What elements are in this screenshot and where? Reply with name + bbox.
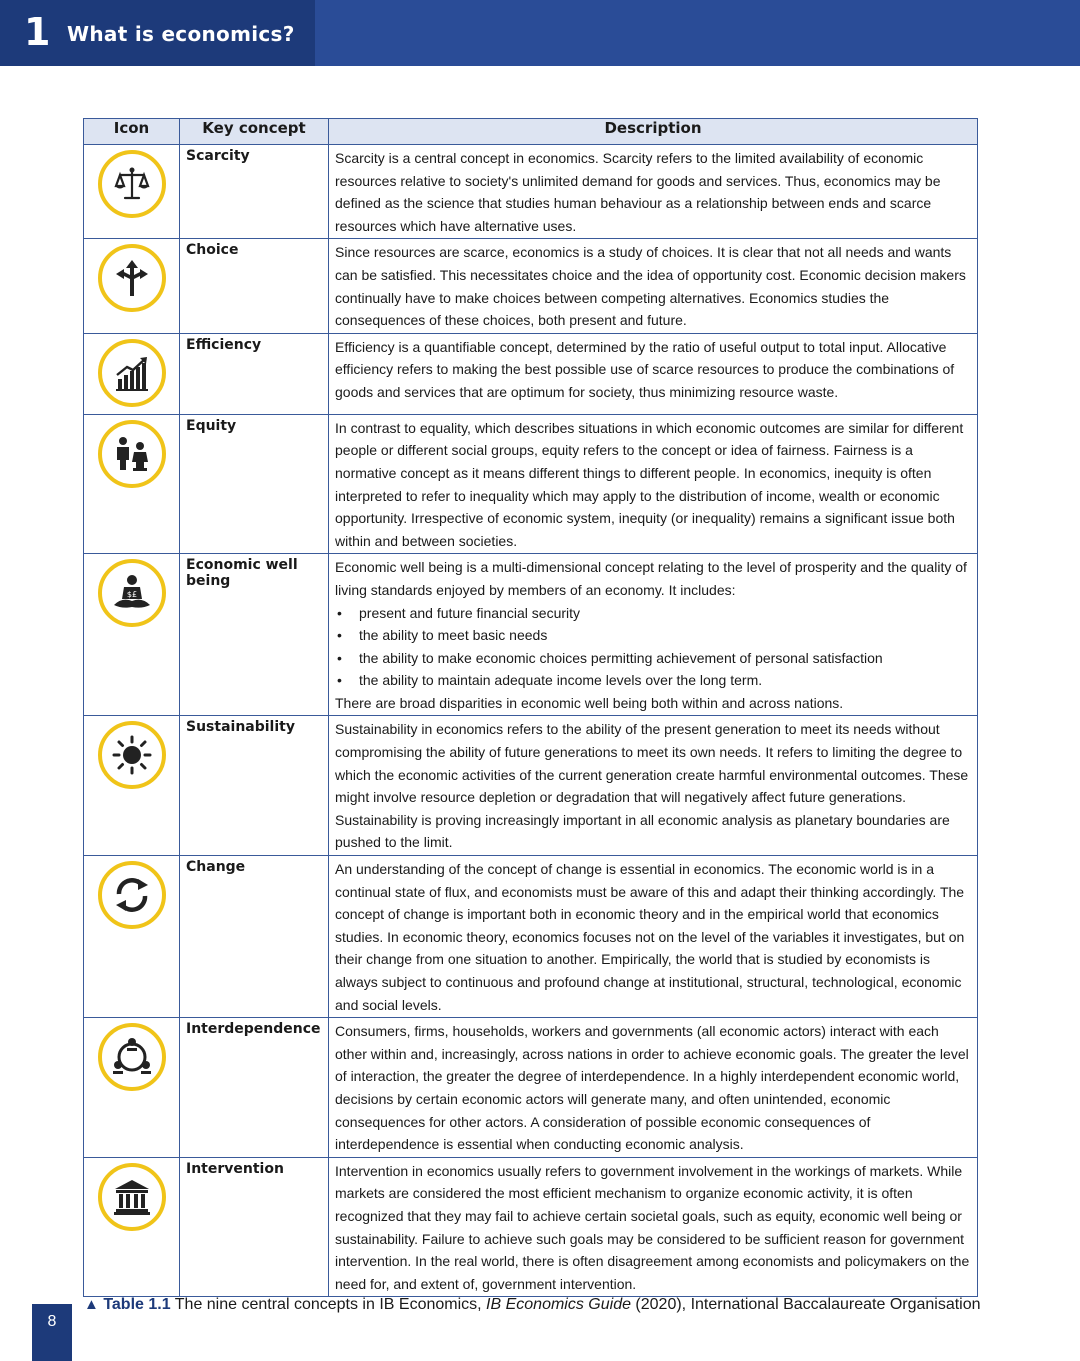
sun-icon (98, 721, 166, 789)
icon-cell (84, 145, 180, 239)
table-row (84, 333, 978, 414)
description-intervention: Intervention in economics usually refers to government involvement in the workings of markets. While markets are considered the most efficient mechanism to organize economic activity, it is often recognized that they may fail to achieve certain societal goals, such as equity, economic well being or sustainability. Failure to achieve such goals may be considered to be sufficient reason for government intervention. In the real world, there is often disagreement among economists and policymakers on the need for, and extent of, government intervention. (329, 1157, 978, 1297)
table-row (84, 716, 978, 856)
key-concept-change: Change (180, 856, 329, 1018)
description-choice: Since resources are scarce, economics is a study of choices. It is clear that not all needs and wants can be satisfied. This necessitates choice and the idea of opportunity cost. Economic decision makers continually have to make choices between competing alternatives. Economics studies the consequences of these choices, both present and future. (329, 239, 978, 333)
table-row (84, 856, 978, 1018)
caption-source-title: IB Economics Guide (486, 1296, 631, 1313)
caption-source: (2020), International Baccalaureate Organisation (630, 1296, 981, 1313)
header-bar-extension (315, 0, 1080, 66)
table-row (84, 414, 978, 554)
key-concepts-table (83, 118, 978, 1297)
description-outro: There are broad disparities in economic well being both within and across nations. (335, 694, 844, 711)
meditation-icon (98, 559, 166, 627)
refresh-cycle-icon (98, 861, 166, 929)
description-intro: Economic well being is a multi-dimensional concept relating to the level of prosperity and the quality of living standards enjoyed by members of an economy. It includes: (335, 559, 967, 598)
chapter-title: What is economics? (67, 22, 295, 46)
network-people-icon (98, 1023, 166, 1091)
table-row (84, 1018, 978, 1158)
description-scarcity: Scarcity is a central concept in economics. Scarcity refers to the limited availability of economic resources relative to society's unlimited demand for goods and services. Thus, economics may be defined as the science that studies human behaviour as a relationship between ends and scarce resources which have alternative uses. (329, 145, 978, 239)
key-concept-economic-well-being: Economic well being (180, 554, 329, 716)
icon-cell (84, 239, 180, 333)
signpost-icon (98, 244, 166, 312)
people-equity-icon (98, 420, 166, 488)
description-sustainability: Sustainability in economics refers to the ability of the present generation to meet its needs without compromising the ability of future generations to meet its own needs. It refers to limiting the degree to which the economic activities of the current generation create harmful environmental outcomes. These might involve resource depletion or degradation that will negatively affect future generations. Sustainability is proving increasingly important in all economic analysis as planetary boundaries are pushed to the limit. (329, 716, 978, 856)
icon-cell (84, 554, 180, 716)
icon-cell (84, 333, 180, 414)
key-concept-choice: Choice (180, 239, 329, 333)
key-concept-equity: Equity (180, 414, 329, 554)
description-interdependence: Consumers, firms, households, workers and governments (all economic actors) interact with each other within and, increasingly, across nations in order to achieve economic goals. The greater the level of interaction, the greater the degree of interdependence. In a highly interdependent economic world, decisions by certain economic actors will generate many, and often unintended, economic consequences for other actors. A consideration of possible economic consequences of interdependence is essential when conducting economic analysis. (329, 1018, 978, 1158)
list-item: • the ability to maintain adequate income levels over the long term. (335, 669, 971, 692)
icon-cell (84, 1018, 180, 1158)
description-equity: In contrast to equality, which describes situations in which economic outcomes are similar for different people or different social groups, equity refers to the concept or idea of fairness. Fairness is a normative concept as it means different things to different people. In economics, inequity is often interpreted to refer to inequality which may apply to the distribution of income, wealth or economic opportunity. Irrespective of economic system, inequity (or inequality) remains a significant issue both within and between societies. (329, 414, 978, 554)
table-row (84, 145, 978, 239)
chapter-number: 1 (24, 10, 51, 54)
description-change: An understanding of the concept of change is essential in economics. The economic world is in a continual state of flux, and economists must be aware of this and adapt their thinking accordingly. The concept of change is important both in economic theory and in the empirical world that economics studies. In economic theory, economics focuses not on the level of the variables it investigates, but on their change from one situation to another. Empirically, the world that is studied by economists is always subject to continuous and profound change at institutional, structural, technological, economic and social levels. (329, 856, 978, 1018)
growth-chart-icon (98, 339, 166, 407)
description-efficiency: Efficiency is a quantifiable concept, determined by the ratio of useful output to total input. Allocative efficiency refers to making the best possible use of scarce resources to produce the combinations of goods and services that are optimum for society, thus minimizing resource waste. (329, 333, 978, 414)
key-concept-efficiency: Efficiency (180, 333, 329, 414)
icon-cell (84, 1157, 180, 1297)
table-row (84, 239, 978, 333)
key-concept-interdependence: Interdependence (180, 1018, 329, 1158)
list-item: • the ability to make economic choices permitting achievement of personal satisfaction (335, 647, 971, 670)
description-economic-well-being (329, 554, 978, 716)
triangle-marker-icon: ▲ (84, 1296, 99, 1313)
list-item: • the ability to meet basic needs (335, 624, 971, 647)
caption-label: Table 1.1 (103, 1296, 171, 1313)
icon-cell (84, 716, 180, 856)
header-icon: Icon (84, 119, 180, 145)
key-concept-sustainability: Sustainability (180, 716, 329, 856)
page-number: 8 (47, 1313, 57, 1330)
table-header-row (84, 119, 978, 145)
bullet-list (335, 602, 971, 692)
table-row (84, 554, 978, 716)
list-item: • present and future financial security (335, 602, 971, 625)
svg-text:$£: $£ (126, 590, 137, 600)
icon-cell (84, 856, 180, 1018)
header-key-concept: Key concept (180, 119, 329, 145)
header-description: Description (329, 119, 978, 145)
caption-text: The nine central concepts in IB Economics, (170, 1296, 487, 1313)
government-building-icon (98, 1163, 166, 1231)
scales-icon (98, 150, 166, 218)
table-row (84, 1157, 978, 1297)
key-concept-scarcity: Scarcity (180, 145, 329, 239)
table-caption (84, 1296, 981, 1314)
key-concept-intervention: Intervention (180, 1157, 329, 1297)
icon-cell (84, 414, 180, 554)
